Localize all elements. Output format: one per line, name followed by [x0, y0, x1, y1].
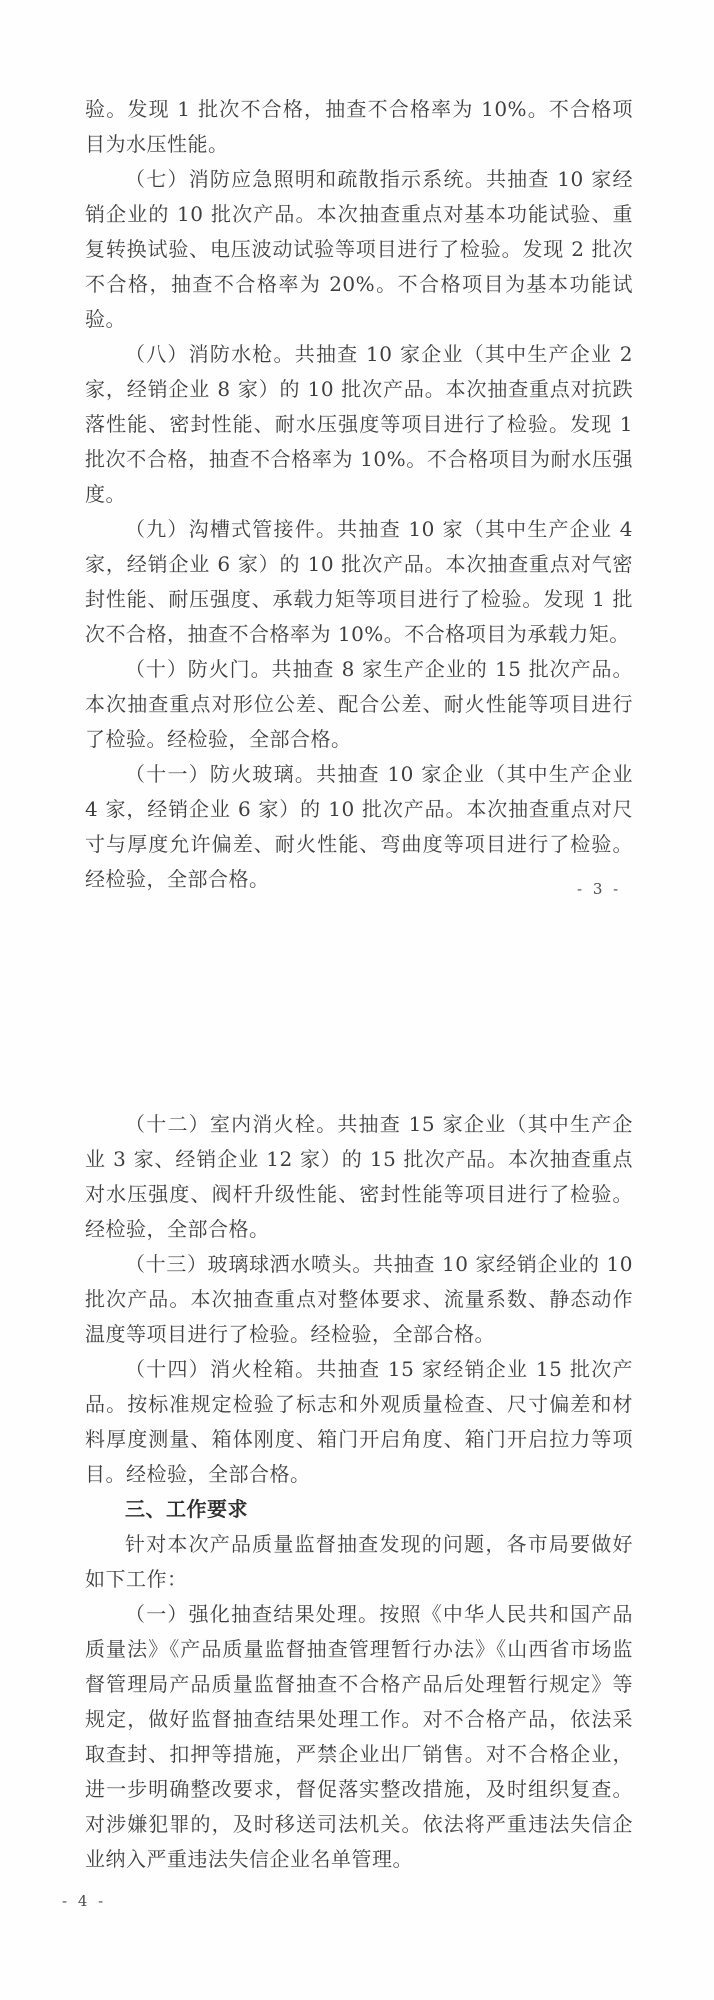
- paragraph-work-intro: 针对本次产品质量监督抽查发现的问题，各市局要做好如下工作：: [85, 1532, 633, 1591]
- paragraph-item-11: （十一）防火玻璃。共抽查 10 家企业（其中生产企业 4 家，经销企业 6 家）的 10 批次产品。本次抽查重点对尺寸与厚度允许偏差、耐火性能、弯曲度等项目进行了检验。经检验，全部合格。: [85, 762, 633, 891]
- section-heading-work-requirements: 三、工作要求: [125, 1497, 248, 1521]
- paragraph-work-item-1: （一）强化抽查结果处理。按照《中华人民共和国产品质量法》《产品质量监督抽查管理暂行办法》《山西省市场监督管理局产品质量监督抽查不合格产品后处理暂行规定》等规定，做好监督抽查结果处理工作。对不合格产品，依法采取查封、扣押等措施，严禁企业出厂销售。对不合格企业，进一步明确整改要求，督促落实整改措施，及时组织复查。对涉嫌犯罪的，及时移送司法机关。依法将严重违法失信企业纳入严重违法失信企业名单管理。: [85, 1602, 633, 1871]
- paragraph-item-10: （十）防火门。共抽查 8 家生产企业的 15 批次产品。本次抽查重点对形位公差、配合公差、耐火性能等项目进行了检验。经检验，全部合格。: [85, 657, 633, 751]
- paragraph-item-9: （九）沟槽式管接件。共抽查 10 家（其中生产企业 4 家，经销企业 6 家）的 10 批次产品。本次抽查重点对气密封性能、耐压强度、承载力矩等项目进行了检验。发现 1 批次不合格，抽查不合格率为 10%。不合格项目为承载力矩。: [85, 517, 633, 646]
- paragraph-item-12: （十二）室内消火栓。共抽查 15 家企业（其中生产企业 3 家、经销企业 12 家）的 15 批次产品。本次抽查重点对水压强度、阀杆升级性能、密封性能等项目进行了检验。经检验，全部合格。: [85, 1112, 633, 1241]
- paragraph-item-8: （八）消防水枪。共抽查 10 家企业（其中生产企业 2 家，经销企业 8 家）的 10 批次产品。本次抽查重点对抗跌落性能、密封性能、耐水压强度等项目进行了检验。发现 1 批次不合格，抽查不合格率为 10%。不合格项目为耐水压强度。: [85, 342, 633, 506]
- paragraph-continuation: 验。发现 1 批次不合格，抽查不合格率为 10%。不合格项目为水压性能。: [85, 97, 633, 156]
- page-4-text-block: [85, 1107, 633, 1877]
- page-number-4: - 4 -: [62, 1892, 107, 1910]
- paragraph-item-7: （七）消防应急照明和疏散指示系统。共抽查 10 家经销企业的 10 批次产品。本次抽查重点对基本功能试验、重复转换试验、电压波动试验等项目进行了检验。发现 2 批次不合格，抽查不合格率为 20%。不合格项目为基本功能试验。: [85, 167, 633, 331]
- paragraph-item-13: （十三）玻璃球洒水喷头。共抽查 10 家经销企业的 10 批次产品。本次抽查重点对整体要求、流量系数、静态动作温度等项目进行了检验。经检验，全部合格。: [85, 1252, 633, 1346]
- page-number-3: - 3 -: [577, 880, 622, 898]
- paragraph-item-14: （十四）消火栓箱。共抽查 15 家经销企业 15 批次产品。按标准规定检验了标志和外观质量检查、尺寸偏差和材料厚度测量、箱体刚度、箱门开启角度、箱门开启拉力等项目。经检验，全部合格。: [85, 1357, 633, 1486]
- page-3-text-block: [85, 92, 633, 897]
